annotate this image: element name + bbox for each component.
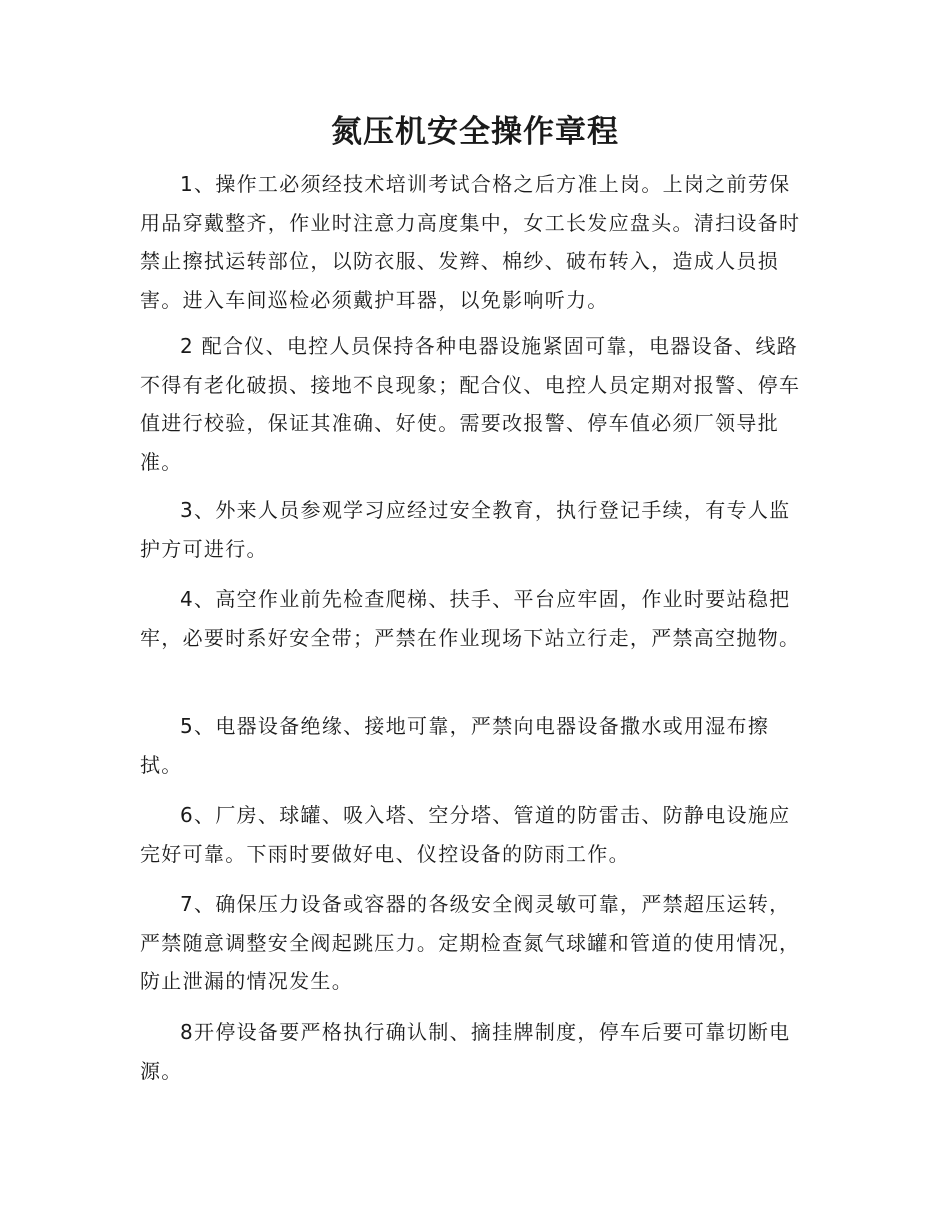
document-title: 氮压机安全操作章程 xyxy=(331,114,619,150)
paragraph-3: 3、外来人员参观学习应经过安全教育，执行登记手续，有专人监护方可进行。 xyxy=(140,498,791,561)
paragraph-4: 4、高空作业前先检查爬梯、扶手、平台应牢固，作业时要站稳把牢，必要时系好安全带；严禁在作业现场下站立行走，严禁高空抛物。 xyxy=(140,587,801,650)
paragraph-6: 6、厂房、球罐、吸入塔、空分塔、管道的防雷击、防静电设施应完好可靠。下雨时要做好电、仪控设备的防雨工作。 xyxy=(140,803,791,866)
paragraph-7: 7、确保压力设备或容器的各级安全阀灵敏可靠，严禁超压运转，严禁随意调整安全阀起跳压力。定期检查氮气球罐和管道的使用情况，防止泄漏的情况发生。 xyxy=(140,892,801,993)
paragraph-1: 1、操作工必须经技术培训考试合格之后方准上岗。上岗之前劳保用品穿戴整齐，作业时注意力高度集中，女工长发应盘头。清扫设备时禁止擦拭运转部位，以防衣服、发辫、棉纱、破布转入，造成人员损害。进入车间巡检必须戴护耳器，以免影响听力。 xyxy=(140,172,801,312)
paragraph-2: 2 配合仪、电控人员保持各种电器设施紧固可靠，电器设备、线路不得有老化破损、接地不良现象；配合仪、电控人员定期对报警、停车值进行校验，保证其准确、好使。需要改报警、停车值必须厂领导批准。 xyxy=(140,334,801,474)
paragraph-8: 8开停设备要严格执行确认制、摘挂牌制度，停车后要可靠切断电源。 xyxy=(140,1020,791,1083)
paragraph-5: 5、电器设备绝缘、接地可靠，严禁向电器设备撒水或用湿布擦拭。 xyxy=(140,714,770,777)
